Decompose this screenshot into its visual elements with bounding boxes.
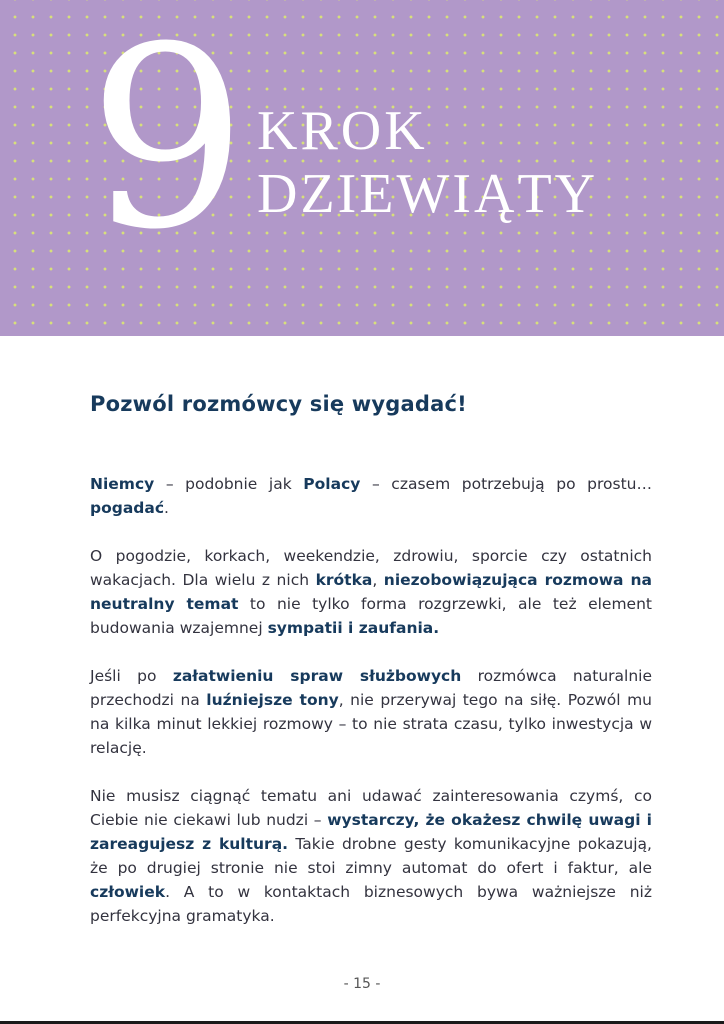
chapter-title-line1: KROK bbox=[257, 100, 428, 162]
text: Nie musisz ciągnąć tematu ani udawać zainteresowania czymś, co Ciebie nie ciekawi lub nudzi – bbox=[90, 787, 652, 829]
text: . A to w kontaktach biznesowych bywa ważniejsze niż perfekcyjna gramatyka. bbox=[90, 883, 652, 925]
bold-text: załatwieniu spraw służbowych bbox=[172, 667, 462, 685]
paragraph-3 bbox=[90, 664, 652, 760]
bold-text: niezobowiązująca rozmowa na neutralny temat bbox=[90, 571, 652, 613]
text: – podobnie jak bbox=[154, 475, 304, 493]
text: rozmówca naturalnie przechodzi na bbox=[90, 667, 652, 709]
bold-text: luźniejsze tony bbox=[206, 691, 339, 709]
paragraph-1 bbox=[90, 472, 652, 520]
bold-text: pogadać bbox=[90, 499, 165, 517]
chapter-number: 9 bbox=[88, 0, 248, 284]
paragraph-2 bbox=[90, 544, 652, 640]
bold-text: wystarczy, że okażesz chwilę uwagi i zareagujesz z kulturą. bbox=[90, 811, 652, 853]
bold-text: krótka bbox=[315, 571, 373, 589]
text: O pogodzie, korkach, weekendzie, zdrowiu, sporcie czy ostatnich wakacjach. Dla wielu z nich bbox=[90, 547, 652, 589]
main-content bbox=[90, 392, 652, 952]
chapter-header bbox=[0, 0, 724, 336]
text: , nie przerywaj tego na siłę. Pozwól mu na kilka minut lekkiej rozmowy – to nie strata czasu, tylko inwestycja w relację. bbox=[90, 691, 652, 757]
bold-text: Niemcy bbox=[90, 475, 155, 493]
page-number: - 15 - bbox=[343, 976, 381, 992]
bold-text: Polacy bbox=[303, 475, 361, 493]
text: Takie drobne gesty komunikacyjne pokazują, że po drugiej stronie nie stoi zimny automat do ofert i faktur, ale bbox=[90, 835, 652, 877]
text: . bbox=[164, 499, 169, 517]
paragraph-4 bbox=[90, 784, 652, 928]
chapter-title-line2: DZIEWIĄTY bbox=[257, 163, 599, 225]
text: Jeśli po bbox=[90, 667, 173, 685]
section-heading: Pozwól rozmówcy się wygadać! bbox=[90, 392, 467, 416]
bold-text: człowiek bbox=[90, 883, 166, 901]
bold-text: sympatii i zaufania. bbox=[267, 619, 440, 637]
text: , bbox=[372, 571, 384, 589]
text: to nie tylko forma rozgrzewki, ale też element budowania wzajemnej bbox=[90, 595, 652, 637]
text: – czasem potrzebują po prostu… bbox=[360, 475, 652, 493]
